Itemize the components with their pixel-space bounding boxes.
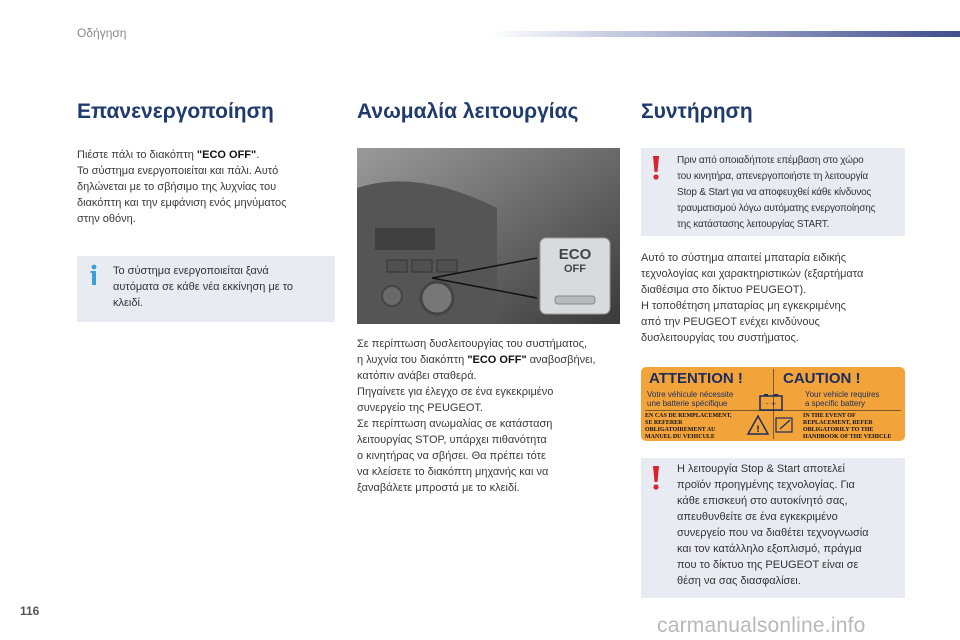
text-line: στην οθόνη. — [77, 213, 136, 225]
heading-malfunction: Ανωμαλία λειτουργίας — [357, 100, 579, 123]
text-line: ο κινητήρας να σβήσει. Θα πρέπει τότε — [357, 450, 546, 462]
text-line: Το σύστημα ενεργοποιείται και πάλι. Αυτό — [77, 165, 279, 177]
warning-box-repair — [641, 458, 905, 598]
eco-off-switch-photo — [357, 148, 620, 324]
text-line: η λυχνία του διακόπτη "ECO OFF" αναβοσβήνει, — [357, 354, 596, 366]
label-right-subtitle: Your vehicle requires a specific battery — [805, 390, 880, 408]
text-line: από την PEUGEOT ενέχει κινδύνους — [641, 316, 820, 328]
text-line: τραυματισμού λόγω αυτόματης ενεργοποίησης — [677, 203, 876, 214]
off-label: OFF — [564, 263, 586, 275]
heading-maintenance: Συντήρηση — [641, 100, 753, 123]
text-line: Η λειτουργία Stop & Start αποτελεί — [677, 463, 846, 475]
text-line: αυτόματα σε κάθε νέα εκκίνηση με το — [113, 281, 294, 293]
text-line: δυσλειτουργίας του συστήματος. — [641, 332, 799, 344]
text-line: Πιέστε πάλι το διακόπτη "ECO OFF". — [77, 149, 260, 161]
text-line: τεχνολογίας και χαρακτηριστικών (εξαρτήματα — [641, 268, 864, 280]
text-line: Το σύστημα ενεργοποιείται ξανά — [113, 265, 269, 277]
text-line: Σε περίπτωση δυσλειτουργίας του συστήματος, — [357, 338, 588, 350]
text-line: Αυτό το σύστημα απαιτεί μπαταρία ειδικής — [641, 252, 847, 264]
eco-label: ECO — [558, 246, 592, 263]
text-line: θέση να σας διασφαλίσει. — [677, 575, 801, 587]
watermark: carmanualsonline.info — [657, 614, 866, 637]
text-line: κλειδί. — [113, 297, 143, 309]
maintenance-paragraph — [641, 250, 863, 346]
reactivation-paragraph — [77, 147, 286, 227]
malfunction-paragraph — [357, 336, 596, 496]
text-line: διακόπτη και την εμφάνιση ενός μηνύματος — [77, 197, 287, 209]
text-line: που το δίκτυο της PEUGEOT είναι σε — [677, 559, 859, 571]
label-left-notice: EN CAS DE REMPLACEMENT, SE REFERER OBLIGATOIREMENT AU MANUEL DU VEHICULE — [645, 413, 732, 440]
page-number: 116 — [20, 604, 40, 618]
label-attention-title: ATTENTION ! — [649, 370, 743, 387]
text-line: του κινητήρα, απενεργοποιήστε τη λειτουργία — [677, 171, 869, 182]
text-line: συνεργείο που να διαθέτει τεχνογνωσία — [677, 527, 869, 539]
heading-reactivation: Επανενεργοποίηση — [77, 100, 274, 123]
warning-exclamation-icon — [651, 466, 661, 490]
text-line: Η τοποθέτηση μπαταρίας μη εγκεκριμένης — [641, 300, 846, 312]
info-box — [77, 256, 335, 322]
warning-exclamation-icon — [651, 156, 661, 180]
text-line: Stop & Start για να αποφευχθεί κάθε κίνδυνος — [677, 187, 872, 198]
text-line: κατόπιν ανάβει σταθερά. — [357, 370, 477, 382]
text-line: λειτουργίας STOP, υπάρχει πιθανότητα — [357, 434, 547, 446]
text-line: Πηγαίνετε για έλεγχο σε ένα εγκεκριμένο — [357, 386, 554, 398]
text-line: απευθυνθείτε σε ένα εγκεκριμένο — [677, 511, 838, 523]
text-line: ξαναβάλετε μπροστά με το κλειδί. — [357, 482, 520, 494]
text-line: της κατάστασης λειτουργίας START. — [677, 219, 830, 230]
label-left-subtitle: Votre véhicule nécessite une batterie spécifique — [647, 390, 734, 408]
label-caution-title: CAUTION ! — [783, 370, 861, 387]
text-line: δηλώνεται με το σβήσιμο της λυχνίας του — [77, 181, 277, 193]
info-icon — [87, 264, 101, 286]
header-gradient-bar — [490, 31, 960, 37]
text-line: Σε περίπτωση ανωμαλίας σε κατάσταση — [357, 418, 553, 430]
text-line: προϊόν προηγμένης τεχνολογίας. Για — [677, 479, 855, 491]
text-line: και τον κατάλληλο εξοπλισμό, πράγμα — [677, 543, 862, 555]
text-line: να κλείσετε το διακόπτη μηχανής και να — [357, 466, 549, 478]
warning-box-engine — [641, 148, 905, 236]
text-line: κάθε επισκευή στο αυτοκίνητό σας, — [677, 495, 848, 507]
text-line: Πριν από οποιαδήποτε επέμβαση στο χώρο — [677, 155, 864, 166]
section-title: Οδήγηση — [77, 26, 127, 40]
svg-text:!: ! — [756, 425, 761, 435]
label-right-notice: IN THE EVENT OF REPLACEMENT, REFER OBLIGATORILY TO THE HANDBOOK OF THE VEHICLE — [803, 413, 892, 440]
text-line: συνεργείο της PEUGEOT. — [357, 402, 483, 414]
dashboard-illustration — [357, 148, 620, 324]
svg-text:- +: - + — [766, 400, 777, 408]
battery-warning-icon — [744, 394, 800, 436]
battery-warning-label — [641, 367, 905, 441]
text-line: διαθέσιμα στο δίκτυο PEUGEOT). — [641, 284, 807, 296]
